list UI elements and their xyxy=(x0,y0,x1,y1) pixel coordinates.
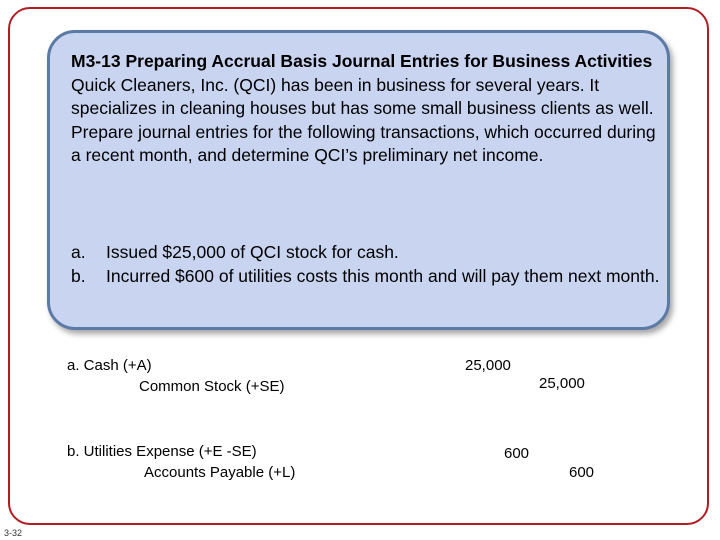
slide-number: 3-32 xyxy=(4,528,23,538)
entry-debit-account: b. Utilities Expense (+E -SE) xyxy=(67,443,257,460)
transaction-list xyxy=(71,241,661,288)
entry-credit-amount: 600 xyxy=(569,464,595,481)
entry-debit-amount: 25,000 xyxy=(465,357,511,374)
entry-debit-amount: 600 xyxy=(504,445,530,462)
transaction-text: Incurred $600 of utilities costs this month and will pay them next month. xyxy=(106,265,660,286)
transaction-letter: b. xyxy=(71,265,86,286)
entry-debit-account: a. Cash (+A) xyxy=(67,357,152,374)
entry-credit-account: Common Stock (+SE) xyxy=(139,378,285,395)
transaction-item xyxy=(71,265,661,289)
transaction-item xyxy=(71,241,661,265)
transaction-letter: a. xyxy=(71,242,86,262)
problem-description: Quick Cleaners, Inc. (QCI) has been in business for several years. It specializes in cleaning houses but has some small business clients as well. Prepare journal entries for the following transactions, which occurred during a recent month, and determine QCI’s preliminary net income. xyxy=(71,74,656,165)
transaction-text: Issued $25,000 of QCI stock for cash. xyxy=(106,242,399,262)
problem-title: M3-13 Preparing Accrual Basis Journal Entries for Business Activities xyxy=(71,51,653,71)
entry-credit-account: Accounts Payable (+L) xyxy=(144,464,296,481)
entry-credit-amount: 25,000 xyxy=(539,375,585,392)
problem-statement xyxy=(71,50,661,168)
